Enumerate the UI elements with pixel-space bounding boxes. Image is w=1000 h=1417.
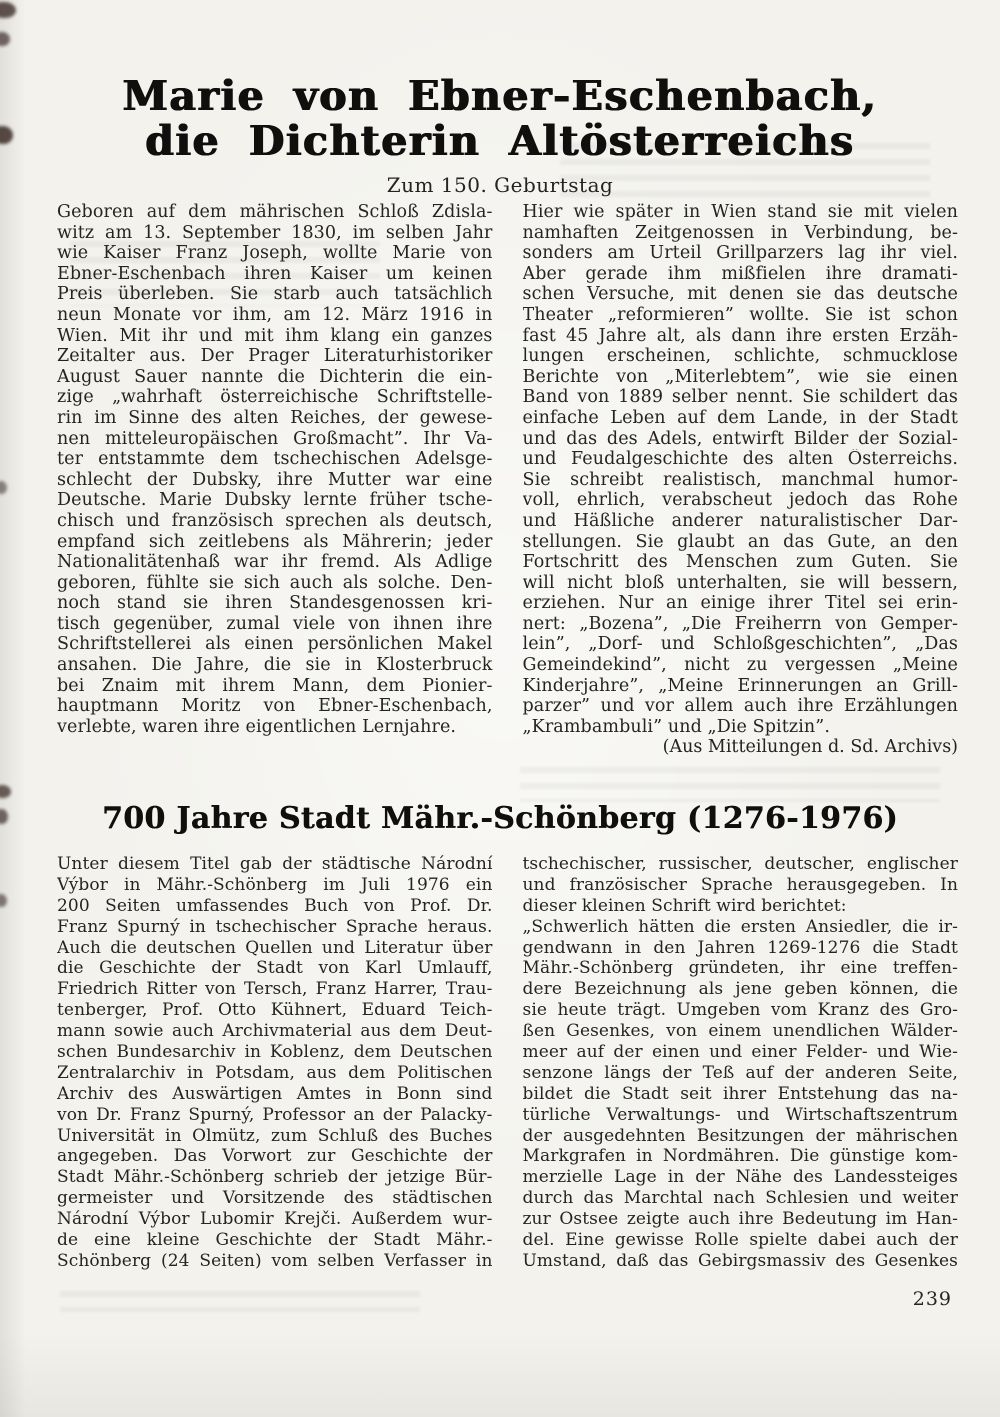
text-line: angegeben. Das Vorwort zur Geschichte der (57, 1146, 493, 1167)
text-line: von Dr. Franz Spurný, Professor an der Palacky- (57, 1104, 493, 1125)
text-line: schen Versuche, mit denen sie das deutsche (522, 284, 958, 305)
article1-column-1 (57, 202, 493, 758)
text-line: tschechischer, russischer, deutscher, englischer (522, 854, 958, 874)
text-line: will nicht bloß unterhalten, sie will bessern, (522, 572, 958, 593)
text-line: bei Znaim mit ihrem Mann, dem Pionier- (57, 675, 493, 696)
text-line: Berichte von „Miterlebtem”, wie sie einen (522, 366, 958, 387)
article1-header (0, 74, 1000, 197)
text-line: lein”, „Dorf- und Schloßgeschichten”, „Das (522, 634, 958, 655)
text-line: Wien. Mit ihr und mit ihm klang ein ganzes (57, 325, 493, 346)
article1-title-line2: die Dichterin Altösterreichs (145, 117, 855, 165)
article2-title: 700 Jahre Stadt Mähr.-Schönberg (1276-1976) (101, 801, 899, 836)
text-line: erziehen. Nur an einige ihrer Titel sei erin- (522, 593, 958, 614)
text-line: Archiv des Auswärtigen Amtes in Bonn sind (57, 1083, 493, 1104)
text-line: voll, ehrlich, verabscheut jedoch das Rohe (522, 490, 958, 511)
text-line: stellungen. Sie glaubt an das Gute, an den (522, 531, 958, 552)
text-line: sie heute trägt. Umgeben vom Kranz des Gro- (522, 1000, 958, 1021)
text-line: Aber gerade ihm mißfielen ihre dramati- (522, 263, 958, 284)
scan-edge-shadow (0, 0, 26, 1417)
text-line: die Geschichte der Stadt von Karl Umlauff, (57, 958, 493, 979)
text-line: namhaften Zeitgenossen in Verbindung, be- (522, 222, 958, 243)
article1-column-2 (523, 202, 959, 758)
text-line: verlebte, waren ihre eigentlichen Lernjahre. (57, 716, 457, 737)
article1-body (57, 202, 958, 758)
text-line: zige „wahrhaft österreichische Schriftstelle- (57, 387, 493, 408)
text-line: Kinderjahre”, „Meine Erinnerungen an Grill- (522, 675, 958, 696)
article2-body (57, 854, 958, 1272)
text-line: witz am 13. September 1830, im selben Jahr (57, 222, 493, 243)
text-line: einfache Leben auf dem Lande, in der Stadt (522, 407, 958, 428)
text-line: Preis überleben. Sie starb auch tatsächlich (57, 284, 493, 305)
text-line: sonders am Urteil Grillparzers lag ihr viel. (522, 243, 958, 264)
text-line: schen Bundesarchiv in Koblenz, dem Deutschen (57, 1042, 493, 1063)
ink-smudge-artifact (0, 2, 16, 18)
article2-column-1 (57, 854, 493, 1272)
text-line: Stadt Mähr.-Schönberg schrieb der jetzige Bür- (57, 1167, 493, 1188)
text-line: neun Monate vor ihm, am 12. März 1916 in (57, 304, 493, 325)
text-line: durch das Marchtal nach Schlesien und weiter (522, 1188, 958, 1209)
text-line: Výbor in Mähr.-Schönberg im Juli 1976 ein (57, 874, 493, 895)
text-line: hauptmann Moritz von Ebner-Eschenbach, (57, 696, 493, 717)
text-line: 200 Seiten umfassendes Buch von Prof. Dr. (57, 895, 493, 916)
article1-title (0, 74, 1000, 164)
text-line: rin im Sinne des alten Reiches, der gewese- (57, 407, 493, 428)
text-line: Sie schreibt realistisch, manchmal humor- (522, 469, 958, 490)
text-line: ansahen. Die Jahre, die sie in Klosterbruck (57, 655, 493, 676)
text-line: Ebner-Eschenbach ihren Kaiser um keinen (57, 263, 493, 284)
bleed-through-artifact (60, 1286, 420, 1312)
text-line: meer auf der einen und einer Felder- und Wie- (522, 1042, 958, 1063)
text-line: empfand sich zeitlebens als Mährerin; jeder (57, 531, 493, 552)
text-line: Deutsche. Marie Dubsky lernte früher tsche- (57, 490, 493, 511)
text-line: Unter diesem Titel gab der städtische Národní (57, 854, 493, 874)
text-line: Friedrich Ritter von Tersch, Franz Harrer, Trau- (57, 979, 493, 1000)
text-line: Markgrafen in Nordmähren. Die günstige kom- (522, 1146, 958, 1167)
text-line: August Sauer nannte die Dichterin die ein- (57, 366, 493, 387)
ink-smudge-artifact (0, 32, 10, 46)
text-line: nen mitteleuropäischen Großmacht”. Ihr Va- (57, 428, 493, 449)
text-line: Mähr.-Schönberg gründeten, ihr eine treffen- (522, 958, 958, 979)
text-line: chisch und französisch sprechen als deutsch, (57, 510, 493, 531)
text-line: Fortschritt des Menschen zum Guten. Sie (522, 552, 958, 573)
text-line: fast 45 Jahre alt, als dann ihre ersten Erzäh- (522, 325, 958, 346)
article1-attribution: (Aus Mitteilungen d. Sd. Archivs) (662, 737, 958, 758)
text-line: der ausgedehnten Besitzungen der mährischen (522, 1125, 958, 1146)
text-line: Umstand, daß das Gebirgsmassiv des Gesenkes (522, 1250, 958, 1271)
text-line: „Schwerlich hätten die ersten Ansiedler, die ir- (522, 916, 958, 937)
text-line: ter entstammte dem tschechischen Adelsge- (57, 449, 493, 470)
text-line: ßen Gesenkes, von einem unendlichen Wälder- (522, 1021, 958, 1042)
ink-smudge-artifact (0, 785, 11, 798)
text-line: tenberger, Prof. Otto Kühnert, Eduard Teich- (57, 1000, 493, 1021)
article1-column-2-lines (523, 202, 959, 737)
ink-smudge-artifact (0, 481, 7, 494)
text-line: dere Bezeichnung als jene geben können, die (522, 979, 958, 1000)
text-line: del. Eine gewisse Rolle spielte dabei auch der (522, 1230, 958, 1251)
text-line: mann sowie auch Archivmaterial aus dem Deut- (57, 1021, 493, 1042)
text-line: merzielle Lage in der Nähe des Landessteiges (522, 1167, 958, 1188)
text-line: Geboren auf dem mährischen Schloß Zdisla- (57, 202, 493, 222)
text-line: „Krambambuli” und „Die Spitzin”. (522, 716, 830, 737)
text-line: Zentralarchiv in Potsdam, aus dem Politischen (57, 1062, 493, 1083)
text-line: senzone längs der Teß auf der anderen Seite, (522, 1062, 958, 1083)
text-line: germeister und Vorsitzende des städtischen (57, 1188, 493, 1209)
text-line: Franz Spurný in tschechischer Sprache heraus. (57, 916, 493, 937)
text-line: geboren, fühlte sie sich auch als solche. Den- (57, 572, 493, 593)
article1-title-line1: Marie von Ebner-Eschenbach, (122, 72, 878, 120)
text-line: und französischer Sprache herausgegeben. In (522, 874, 958, 895)
text-line: Band von 1889 selber nennt. Sie schildert das (522, 387, 958, 408)
text-line: zur Ostsee zeigte auch ihre Bedeutung im Han- (522, 1209, 958, 1230)
page-number: 239 (912, 1288, 952, 1310)
text-line: wie Kaiser Franz Joseph, wollte Marie von (57, 243, 493, 264)
bleed-through-artifact (520, 762, 940, 802)
article2-column-2 (523, 854, 959, 1272)
text-line: de eine kleine Geschichte der Stadt Mähr.- (57, 1230, 493, 1251)
text-line: noch stand sie ihren Standesgenossen kri- (57, 593, 493, 614)
ink-smudge-artifact (0, 894, 7, 907)
text-line: gendwann in den Jahren 1269-1276 die Stadt (522, 937, 958, 958)
text-line: tisch gegenüber, zumal viele von ihnen ihre (57, 613, 493, 634)
text-line: Auch die deutschen Quellen und Literatur über (57, 937, 493, 958)
text-line: türliche Verwaltungs- und Wirtschaftszentrum (522, 1104, 958, 1125)
text-line: Národní Výbor Lubomir Krejči. Außerdem wur- (57, 1209, 493, 1230)
text-line: und Feudalgeschichte des alten Österreichs. (522, 449, 958, 470)
text-line: schlecht der Dubsky, ihre Mutter war eine (57, 469, 493, 490)
text-line: lungen erscheinen, schlichte, schmucklose (522, 346, 958, 367)
text-line: Universität in Olmütz, zum Schluß des Buches (57, 1125, 493, 1146)
text-line: Schönberg (24 Seiten) vom selben Verfasser in (57, 1250, 493, 1271)
article1-subtitle: Zum 150. Geburtstag (386, 173, 614, 197)
text-line: parzer” und vor allem auch ihre Erzählungen (522, 696, 958, 717)
text-line: und Häßliche anderer naturalistischer Dar- (522, 510, 958, 531)
text-line: dieser kleinen Schrift wird berichtet: (522, 895, 847, 916)
text-line: Theater „reformieren” wollte. Sie ist schon (522, 304, 958, 325)
text-line: und das des Adels, entwirft Bilder der Sozial- (522, 428, 958, 449)
text-line: Hier wie später in Wien stand sie mit vielen (522, 202, 958, 222)
text-line: Schriftstellerei als einen persönlichen Makel (57, 634, 493, 655)
text-line: Nationalitätenhaß war ihr fremd. Als Adlige (57, 552, 493, 573)
text-line: nert: „Bozena”, „Die Freiherrn von Gemper- (522, 613, 958, 634)
text-line: bildet die Stadt seit ihrer Entstehung das na- (522, 1083, 958, 1104)
text-line: Zeitalter aus. Der Prager Literaturhistoriker (57, 346, 493, 367)
text-line: Gemeindekind”, nicht zu vergessen „Meine (522, 655, 958, 676)
